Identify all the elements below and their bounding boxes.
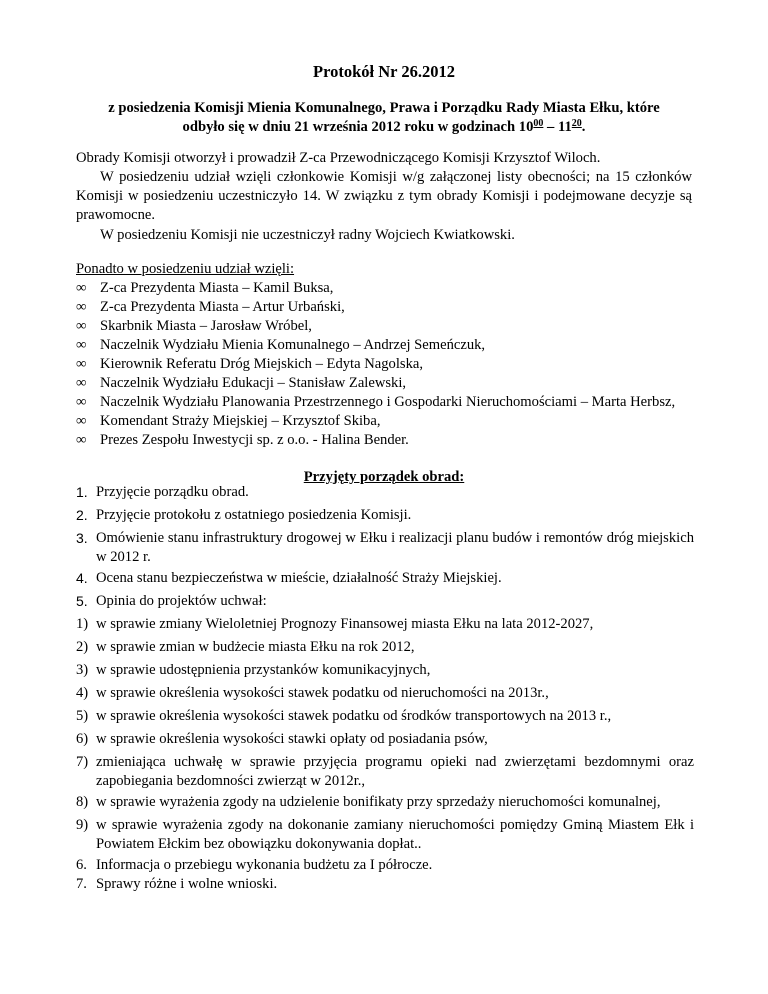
participant-item: ∞ Kierownik Referatu Dróg Miejskich – Edyta Nagolska, xyxy=(76,356,424,372)
resolution-text: zmieniająca uchwałę w sprawie przyjęcia programu opieki nad zwierzętami bezdomnymi oraz zapobiegania bezdomności zwierząt w 2012r., xyxy=(96,754,694,789)
resolution-text: w sprawie określenia wysokości stawki opłaty od posiadania psów, xyxy=(96,731,488,747)
agenda-number: 2. xyxy=(76,507,88,523)
agenda-number: 6. xyxy=(76,857,87,873)
agenda-item xyxy=(76,592,694,611)
end-time-minutes: 20 xyxy=(571,118,582,129)
subtitle-line-2: odbyło się w dniu 21 września 2012 roku w godzinach 10 xyxy=(182,119,534,135)
agenda-number: 1. xyxy=(76,484,88,500)
resolution-text: w sprawie wyrażenia zgody na udzielenie bonifikaty przy sprzedaży nieruchomości komunalnej, xyxy=(96,794,661,810)
participant-item: ∞ Naczelnik Wydziału Edukacji – Stanisław Zalewski, xyxy=(76,375,407,391)
resolution-number: 8) xyxy=(76,794,89,810)
participants-section xyxy=(76,260,692,450)
agenda-text: Omówienie stanu infrastruktury drogowej w Ełku i realizacji planu budów i remontów dróg miejskich w 2012 r. xyxy=(96,530,694,565)
subtitle-line-1: z posiedzenia Komisji Mienia Komunalnego, Prawa i Porządku Rady Miasta Ełku, które xyxy=(108,100,660,116)
intro-paragraph-1: Obrady Komisji otworzył i prowadził Z-ca Przewodniczącego Komisji Krzysztof Wiloch. xyxy=(76,150,601,166)
participant-item: ∞ Skarbnik Miasta – Jarosław Wróbel, xyxy=(76,318,312,334)
agenda-heading: Przyjęty porządek obrad: xyxy=(303,469,465,485)
intro-paragraph-2: W posiedzeniu udział wzięli członkowie Komisji w/g załączonej listy obecności; na 15 członków Komisji w posiedzeniu uczestniczyło 14. W związku z tym obrady Komisji i podejmowane decyzje są prawomocne. xyxy=(76,169,692,223)
resolution-text: w sprawie wyrażenia zgody na dokonanie zamiany nieruchomości pomiędzy Gminą Miastem Ełk i Powiatem Ełckim bez obowiązku dokonywania dopłat.. xyxy=(96,817,694,852)
agenda-number: 7. xyxy=(76,876,87,892)
infinity-bullet-icon: ∞ xyxy=(76,356,87,372)
resolution-text: w sprawie zmian w budżecie miasta Ełku na rok 2012, xyxy=(96,639,415,655)
participant-item: ∞ Naczelnik Wydziału Mienia Komunalnego – Andrzej Semeńczuk, xyxy=(76,337,486,353)
resolution-item xyxy=(76,684,694,703)
infinity-bullet-icon: ∞ xyxy=(76,394,87,410)
participants-list xyxy=(76,279,692,450)
participant-item: ∞ Naczelnik Wydziału Planowania Przestrzennego i Gospodarki Nieruchomościami – Marta Herbsz, xyxy=(76,394,676,410)
agenda-number: 5. xyxy=(76,593,88,609)
resolution-text: w sprawie zmiany Wieloletniej Prognozy Finansowej miasta Ełku na lata 2012-2027, xyxy=(96,616,594,632)
resolution-item xyxy=(76,707,694,726)
participants-label: Ponadto w posiedzeniu udział wzięli: xyxy=(76,261,295,277)
agenda-number: 4. xyxy=(76,570,88,586)
document-subtitle xyxy=(80,99,688,137)
start-time-minutes: 00 xyxy=(533,118,544,129)
subtitle-period: . xyxy=(581,119,586,135)
infinity-bullet-icon: ∞ xyxy=(76,413,87,429)
infinity-bullet-icon: ∞ xyxy=(76,318,87,334)
agenda-item xyxy=(76,506,694,525)
agenda-item xyxy=(76,875,694,894)
resolution-number: 2) xyxy=(76,639,89,655)
resolution-item xyxy=(76,661,694,680)
agenda-text: Sprawy różne i wolne wnioski. xyxy=(96,876,278,892)
infinity-bullet-icon: ∞ xyxy=(76,432,87,448)
resolution-number: 3) xyxy=(76,662,89,678)
intro-paragraph-3: W posiedzeniu Komisji nie uczestniczył radny Wojciech Kwiatkowski. xyxy=(100,227,515,243)
resolution-text: w sprawie określenia wysokości stawek podatku od nieruchomości na 2013r., xyxy=(96,685,549,701)
document-title: Protokół Nr 26.2012 xyxy=(313,62,455,81)
agenda-text: Przyjęcie protokołu z ostatniego posiedzenia Komisji. xyxy=(96,507,412,523)
resolution-item xyxy=(76,615,694,634)
resolution-number: 5) xyxy=(76,708,89,724)
subtitle-dash: – 11 xyxy=(543,119,572,135)
agenda-text: Ocena stanu bezpieczeństwa w mieście, działalność Straży Miejskiej. xyxy=(96,570,502,586)
agenda-item xyxy=(76,483,694,502)
agenda-text: Informacja o przebiegu wykonania budżetu za I półrocze. xyxy=(96,857,433,873)
resolution-item xyxy=(76,816,694,854)
resolution-item xyxy=(76,638,694,657)
resolution-text: w sprawie udostępnienia przystanków komunikacyjnych, xyxy=(96,662,431,678)
resolution-number: 6) xyxy=(76,731,89,747)
agenda-item xyxy=(76,569,694,588)
resolution-number: 4) xyxy=(76,685,89,701)
agenda-text: Opinia do projektów uchwał: xyxy=(96,593,267,609)
infinity-bullet-icon: ∞ xyxy=(76,280,87,296)
infinity-bullet-icon: ∞ xyxy=(76,299,87,315)
resolution-item xyxy=(76,793,694,812)
agenda-item xyxy=(76,856,694,875)
resolution-number: 1) xyxy=(76,616,89,632)
resolution-text: w sprawie określenia wysokości stawek podatku od środków transportowych na 2013 r., xyxy=(96,708,612,724)
agenda-number: 3. xyxy=(76,530,88,546)
infinity-bullet-icon: ∞ xyxy=(76,375,87,391)
resolution-number: 7) xyxy=(76,754,89,770)
resolution-item xyxy=(76,753,694,791)
participant-item: ∞ Komendant Straży Miejskiej – Krzysztof Skiba, xyxy=(76,413,381,429)
resolution-number: 9) xyxy=(76,817,89,833)
infinity-bullet-icon: ∞ xyxy=(76,337,87,353)
participant-item: ∞ Prezes Zespołu Inwestycji sp. z o.o. - Halina Bender. xyxy=(76,432,409,448)
resolution-item xyxy=(76,730,694,749)
agenda-text: Przyjęcie porządku obrad. xyxy=(96,484,249,500)
participant-item: ∞ Z-ca Prezydenta Miasta – Artur Urbański, xyxy=(76,299,345,315)
participant-item: ∞ Z-ca Prezydenta Miasta – Kamil Buksa, xyxy=(76,280,334,296)
agenda-item xyxy=(76,529,694,567)
